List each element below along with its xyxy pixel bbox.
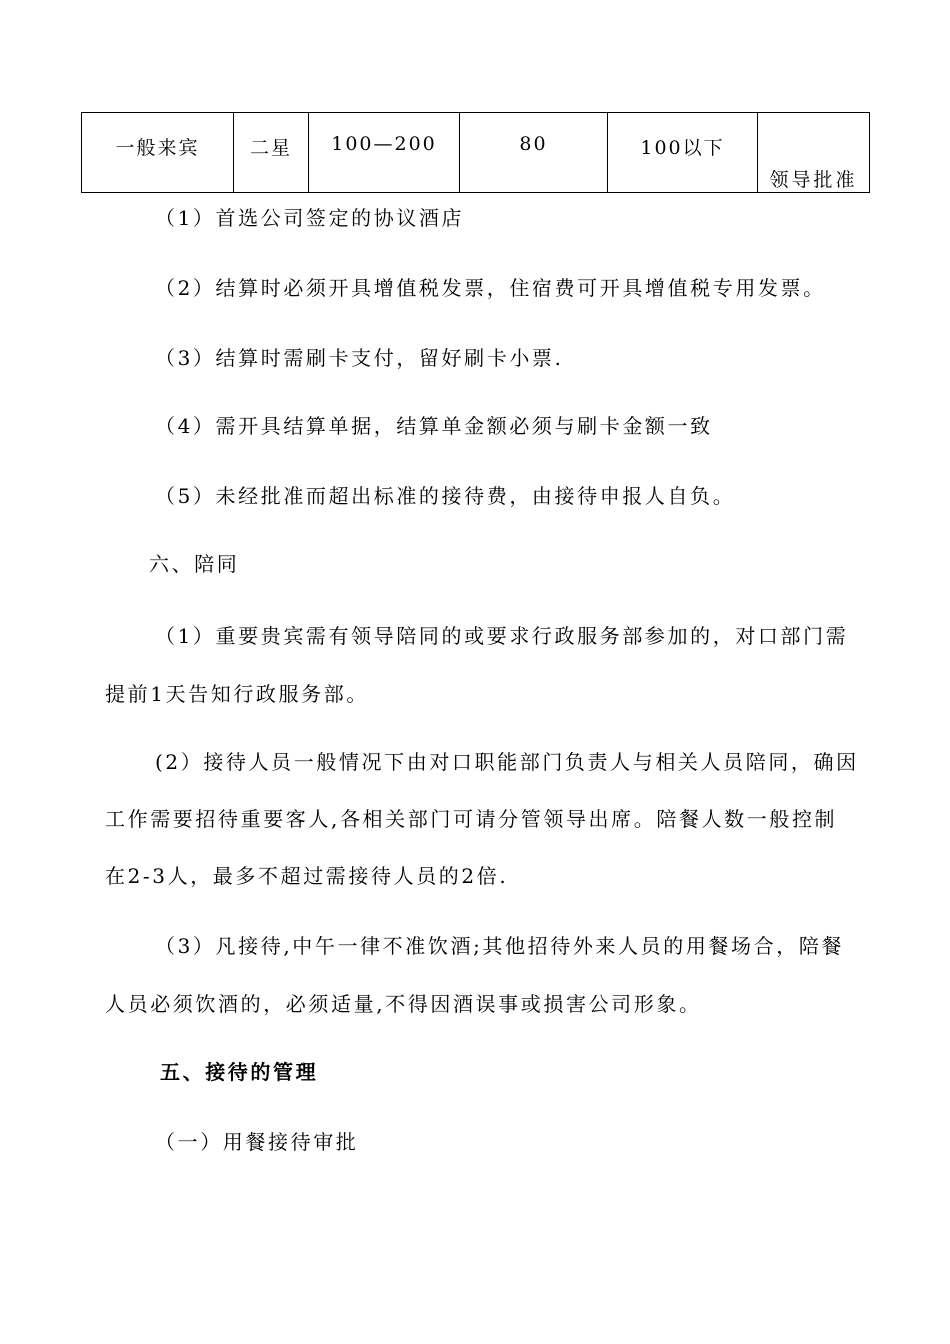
accompany-2-line-3: 在2-3人，最多不超过需接待人员的2倍.	[105, 864, 509, 888]
reception-standard-table	[81, 112, 870, 193]
table-cell-standard: 80	[460, 113, 608, 193]
accompany-2-line-2: 工作需要招待重要客人,各相关部门可请分管领导出席。陪餐人数一般控制	[105, 807, 838, 831]
table-cell-guest-type: 一般来宾	[82, 113, 234, 193]
accompany-2-line-1: (2）接待人员一般情况下由对口职能部门负责人与相关人员陪同，确因	[155, 750, 859, 774]
table-cell-price-range: 100—200	[309, 113, 460, 193]
accompany-1-line-1: （1）重要贵宾需有领导陪同的或要求行政服务部参加的，对口部门需	[155, 624, 849, 648]
table-row	[82, 113, 870, 193]
clause-4: （4）需开具结算单据，结算单金额必须与刷卡金额一致	[155, 414, 713, 438]
accompany-1-line-2: 提前1天告知行政服务部。	[105, 682, 369, 706]
table-cell-limit: 100以下	[608, 113, 758, 193]
clause-1: （1）首选公司签定的协议酒店	[155, 206, 465, 230]
clause-2: （2）结算时必须开具增值税发票，住宿费可开具增值税专用发票。	[155, 276, 826, 300]
table-cell-star-level: 二星	[234, 113, 309, 193]
accompany-3-line-2: 人员必须饮酒的，必须适量,不得因酒误事或损害公司形象。	[105, 992, 702, 1016]
clause-5: （5）未经批准而超出标准的接待费，由接待申报人自负。	[155, 484, 736, 508]
section-heading-accompany: 六、陪同	[149, 552, 240, 576]
clause-3: （3）结算时需刷卡支付，留好刷卡小票.	[155, 346, 564, 370]
subsection-heading-meal-approval: （一）用餐接待审批	[155, 1130, 359, 1154]
section-heading-management: 五、接待的管理	[160, 1060, 319, 1084]
table-cell-approval: 领导批准	[758, 113, 870, 193]
accompany-3-line-1: （3）凡接待,中午一律不准饮酒;其他招待外来人员的用餐场合，陪餐	[155, 934, 845, 958]
